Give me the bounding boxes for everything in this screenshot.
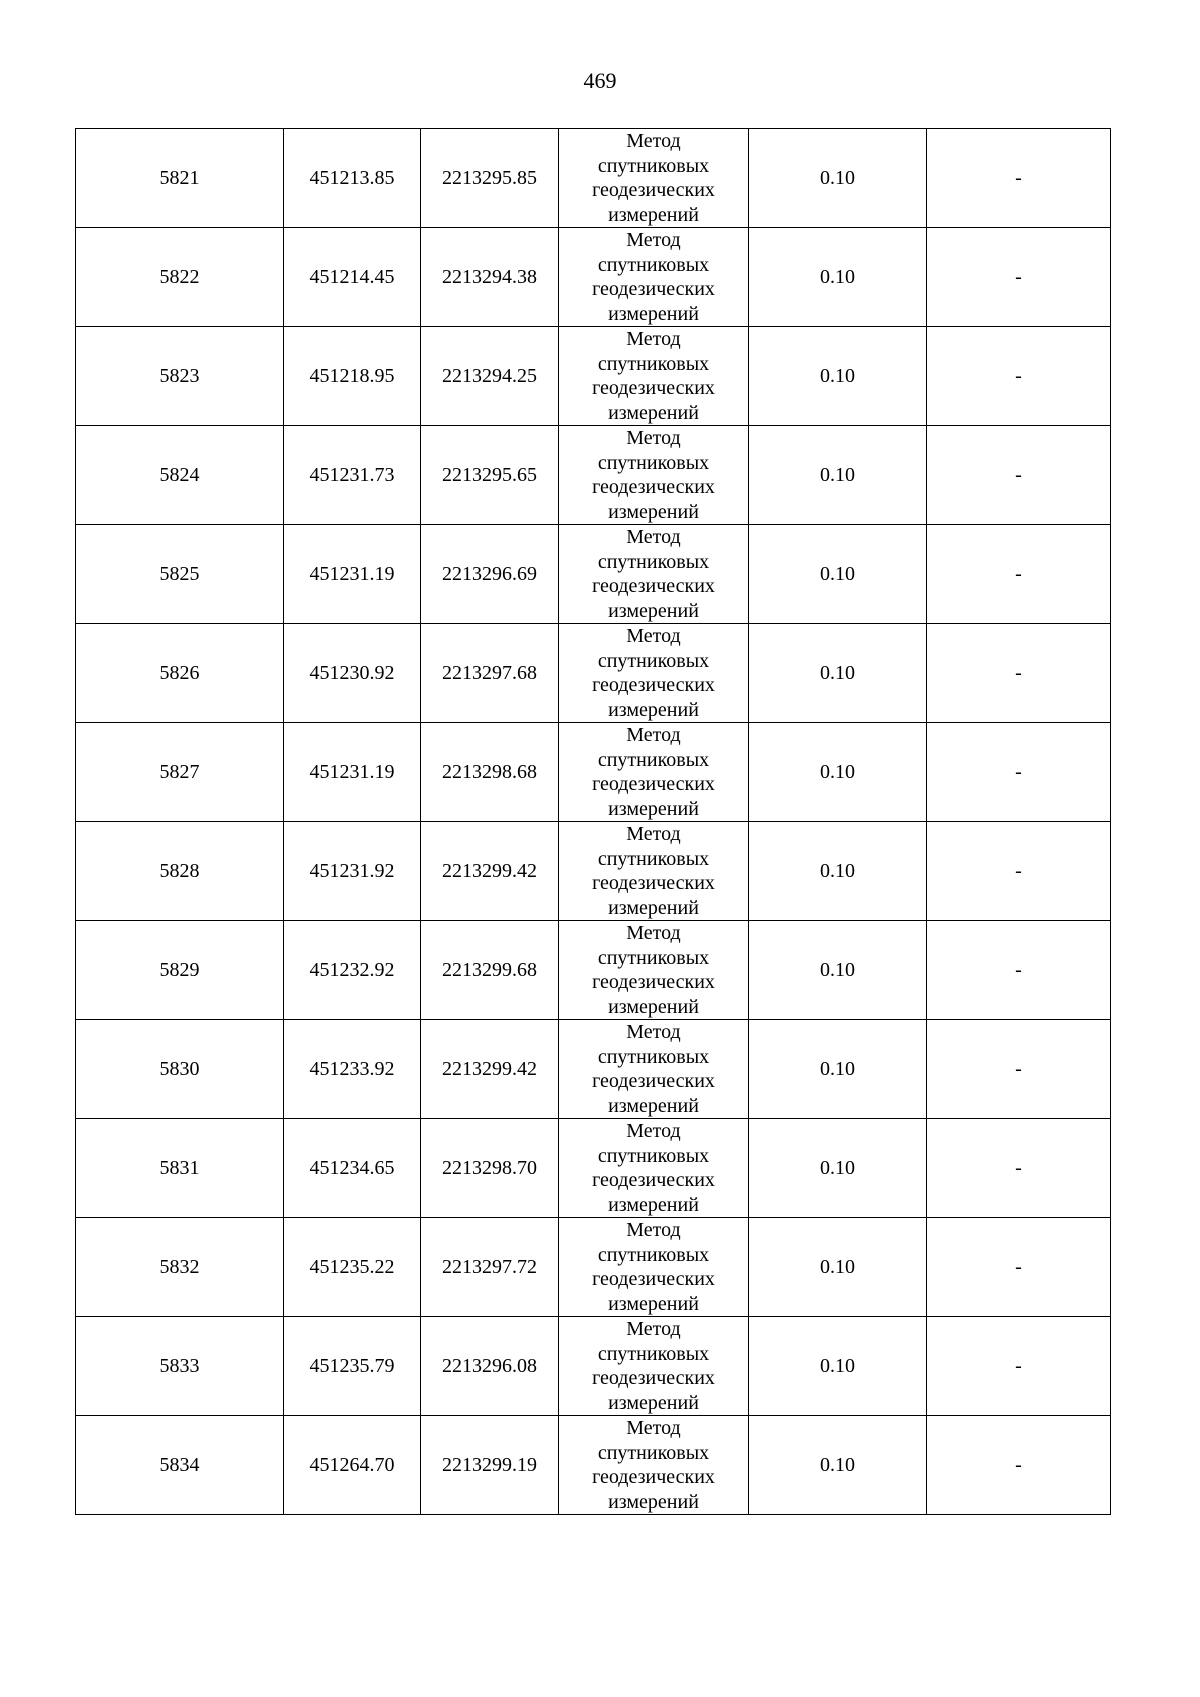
y-coordinate-cell: 2213298.70: [421, 1119, 559, 1218]
method-text-line: геодезических: [592, 872, 715, 894]
method-text-line: спутниковых: [597, 1441, 710, 1464]
y-coordinate-cell: 2213295.65: [421, 426, 559, 525]
y-coordinate-cell: 2213298.68: [421, 723, 559, 822]
table-row: [76, 1317, 1111, 1416]
method-cell: [559, 426, 749, 525]
method-text-line: спутниковых: [597, 1342, 710, 1365]
x-coordinate-cell: 451234.65: [284, 1119, 421, 1218]
point-number-cell: 5822: [76, 228, 284, 327]
accuracy-cell: 0.10: [749, 1119, 927, 1218]
method-text-line: геодезических: [592, 674, 715, 696]
method-text-line: Метод: [626, 625, 681, 647]
method-text-line: геодезических: [592, 1466, 715, 1488]
y-coordinate-cell: 2213299.42: [421, 1020, 559, 1119]
method-cell: [559, 327, 749, 426]
note-cell: -: [927, 1119, 1111, 1218]
method-text-line: Метод: [626, 526, 681, 548]
method-text-line: спутниковых: [597, 352, 710, 375]
method-text-line: Метод: [626, 229, 681, 251]
point-number-cell: 5831: [76, 1119, 284, 1218]
note-cell: -: [927, 1218, 1111, 1317]
accuracy-cell: 0.10: [749, 822, 927, 921]
x-coordinate-cell: 451231.19: [284, 723, 421, 822]
note-cell: -: [927, 327, 1111, 426]
x-coordinate-cell: 451231.19: [284, 525, 421, 624]
method-cell: [559, 822, 749, 921]
accuracy-cell: 0.10: [749, 228, 927, 327]
method-text-line: Метод: [626, 724, 681, 746]
point-number-cell: 5834: [76, 1416, 284, 1515]
method-text-line: геодезических: [592, 773, 715, 795]
method-cell: [559, 1218, 749, 1317]
method-text-line: спутниковых: [597, 253, 710, 276]
x-coordinate-cell: 451214.45: [284, 228, 421, 327]
method-text-line: измерений: [608, 401, 699, 424]
accuracy-cell: 0.10: [749, 525, 927, 624]
method-cell: [559, 624, 749, 723]
method-text-line: геодезических: [592, 1367, 715, 1389]
method-cell: [559, 1317, 749, 1416]
table-body: [76, 129, 1111, 1515]
method-text-line: Метод: [626, 1219, 681, 1241]
y-coordinate-cell: 2213294.38: [421, 228, 559, 327]
accuracy-cell: 0.10: [749, 1416, 927, 1515]
note-cell: -: [927, 426, 1111, 525]
page-number: 469: [583, 68, 617, 93]
table-row: [76, 921, 1111, 1020]
table-row: [76, 1218, 1111, 1317]
note-cell: -: [927, 624, 1111, 723]
method-text-line: спутниковых: [597, 1243, 710, 1266]
note-cell: -: [927, 1416, 1111, 1515]
y-coordinate-cell: 2213299.42: [421, 822, 559, 921]
method-text-line: Метод: [626, 922, 681, 944]
point-number-cell: 5824: [76, 426, 284, 525]
method-text-line: Метод: [626, 130, 681, 152]
table-row: [76, 1020, 1111, 1119]
note-cell: -: [927, 228, 1111, 327]
method-cell: [559, 1416, 749, 1515]
method-text-line: спутниковых: [597, 1144, 710, 1167]
y-coordinate-cell: 2213296.69: [421, 525, 559, 624]
table-row: [76, 525, 1111, 624]
method-text-line: геодезических: [592, 1070, 715, 1092]
accuracy-cell: 0.10: [749, 1020, 927, 1119]
method-text-line: спутниковых: [597, 1045, 710, 1068]
method-cell: [559, 723, 749, 822]
x-coordinate-cell: 451264.70: [284, 1416, 421, 1515]
point-number-cell: 5832: [76, 1218, 284, 1317]
method-cell: [559, 1020, 749, 1119]
table-row: [76, 228, 1111, 327]
method-text-line: геодезических: [592, 377, 715, 399]
method-text-line: геодезических: [592, 575, 715, 597]
note-cell: -: [927, 1020, 1111, 1119]
x-coordinate-cell: 451230.92: [284, 624, 421, 723]
table-row: [76, 1416, 1111, 1515]
point-number-cell: 5823: [76, 327, 284, 426]
method-text-line: измерений: [608, 1292, 699, 1315]
y-coordinate-cell: 2213296.08: [421, 1317, 559, 1416]
method-text-line: измерений: [608, 203, 699, 226]
accuracy-cell: 0.10: [749, 327, 927, 426]
table-row: [76, 1119, 1111, 1218]
method-cell: [559, 228, 749, 327]
method-text-line: измерений: [608, 1193, 699, 1216]
point-number-cell: 5833: [76, 1317, 284, 1416]
x-coordinate-cell: 451235.22: [284, 1218, 421, 1317]
method-text-line: спутниковых: [597, 748, 710, 771]
x-coordinate-cell: 451233.92: [284, 1020, 421, 1119]
table-row: [76, 822, 1111, 921]
table-row: [76, 723, 1111, 822]
note-cell: -: [927, 525, 1111, 624]
x-coordinate-cell: 451232.92: [284, 921, 421, 1020]
table-row: [76, 426, 1111, 525]
method-cell: [559, 1119, 749, 1218]
y-coordinate-cell: 2213295.85: [421, 129, 559, 228]
method-text-line: измерений: [608, 302, 699, 325]
note-cell: -: [927, 921, 1111, 1020]
method-text-line: спутниковых: [597, 550, 710, 573]
point-number-cell: 5826: [76, 624, 284, 723]
accuracy-cell: 0.10: [749, 426, 927, 525]
x-coordinate-cell: 451231.92: [284, 822, 421, 921]
method-cell: [559, 525, 749, 624]
method-text-line: геодезических: [592, 971, 715, 993]
method-text-line: спутниковых: [597, 649, 710, 672]
y-coordinate-cell: 2213294.25: [421, 327, 559, 426]
method-text-line: Метод: [626, 1120, 681, 1142]
method-text-line: измерений: [608, 1490, 699, 1513]
y-coordinate-cell: 2213297.68: [421, 624, 559, 723]
method-text-line: Метод: [626, 328, 681, 350]
method-text-line: спутниковых: [597, 847, 710, 870]
table-row: [76, 624, 1111, 723]
method-text-line: спутниковых: [597, 154, 710, 177]
method-text-line: спутниковых: [597, 451, 710, 474]
point-number-cell: 5829: [76, 921, 284, 1020]
table-row: [76, 129, 1111, 228]
x-coordinate-cell: 451218.95: [284, 327, 421, 426]
method-text-line: спутниковых: [597, 946, 710, 969]
x-coordinate-cell: 451235.79: [284, 1317, 421, 1416]
point-number-cell: 5827: [76, 723, 284, 822]
method-text-line: Метод: [626, 1417, 681, 1439]
point-number-cell: 5828: [76, 822, 284, 921]
note-cell: -: [927, 822, 1111, 921]
method-cell: [559, 921, 749, 1020]
y-coordinate-cell: 2213299.68: [421, 921, 559, 1020]
method-cell: [559, 129, 749, 228]
accuracy-cell: 0.10: [749, 723, 927, 822]
x-coordinate-cell: 451231.73: [284, 426, 421, 525]
point-number-cell: 5821: [76, 129, 284, 228]
method-text-line: Метод: [626, 427, 681, 449]
y-coordinate-cell: 2213297.72: [421, 1218, 559, 1317]
method-text-line: Метод: [626, 823, 681, 845]
x-coordinate-cell: 451213.85: [284, 129, 421, 228]
method-text-line: измерений: [608, 1391, 699, 1414]
accuracy-cell: 0.10: [749, 129, 927, 228]
table-row: [76, 327, 1111, 426]
coordinates-table: [75, 128, 1111, 1515]
method-text-line: геодезических: [592, 179, 715, 201]
note-cell: -: [927, 723, 1111, 822]
method-text-line: измерений: [608, 500, 699, 523]
method-text-line: геодезических: [592, 278, 715, 300]
accuracy-cell: 0.10: [749, 1317, 927, 1416]
method-text-line: измерений: [608, 797, 699, 820]
note-cell: -: [927, 1317, 1111, 1416]
method-text-line: измерений: [608, 1094, 699, 1117]
method-text-line: геодезических: [592, 1169, 715, 1191]
method-text-line: измерений: [608, 599, 699, 622]
method-text-line: геодезических: [592, 476, 715, 498]
point-number-cell: 5830: [76, 1020, 284, 1119]
accuracy-cell: 0.10: [749, 921, 927, 1020]
method-text-line: измерений: [608, 698, 699, 721]
method-text-line: геодезических: [592, 1268, 715, 1290]
note-cell: -: [927, 129, 1111, 228]
point-number-cell: 5825: [76, 525, 284, 624]
method-text-line: измерений: [608, 896, 699, 919]
y-coordinate-cell: 2213299.19: [421, 1416, 559, 1515]
method-text-line: Метод: [626, 1318, 681, 1340]
method-text-line: измерений: [608, 995, 699, 1018]
method-text-line: Метод: [626, 1021, 681, 1043]
accuracy-cell: 0.10: [749, 1218, 927, 1317]
accuracy-cell: 0.10: [749, 624, 927, 723]
